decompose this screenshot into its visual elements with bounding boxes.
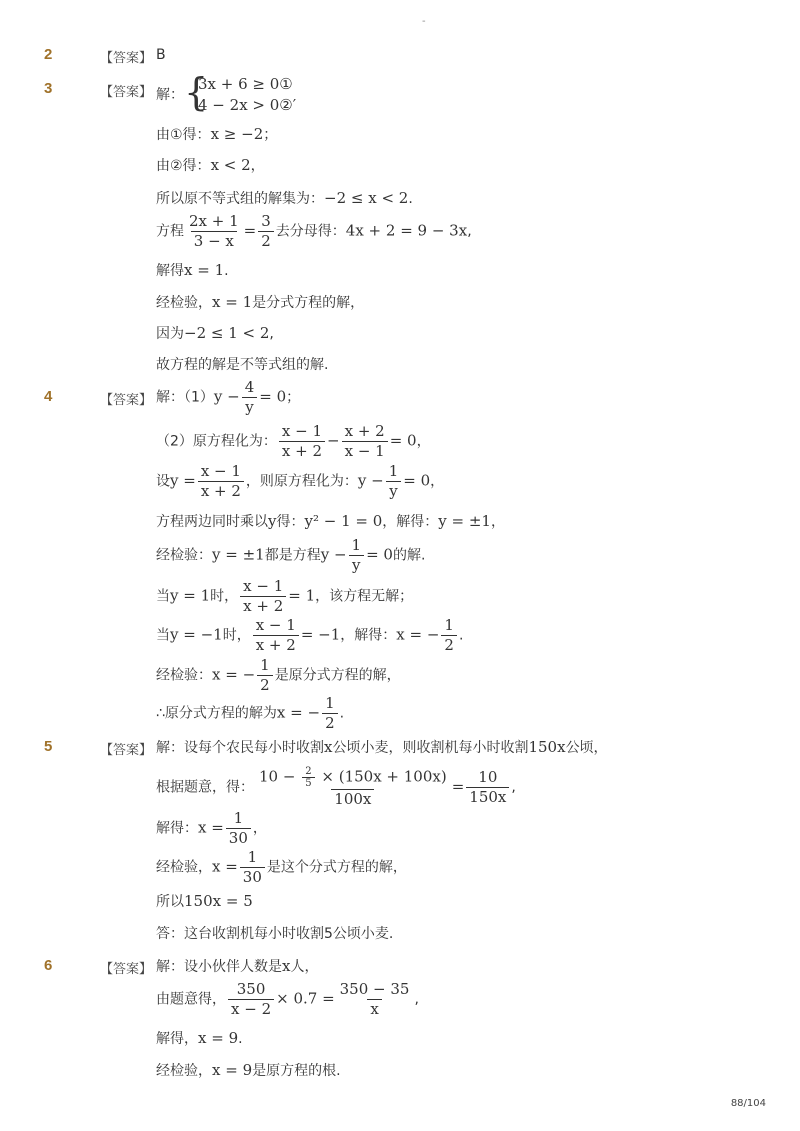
solution-line: 当y = 1时， $\frac{x - 1}{x + 2}$ = 1，该方程无解； — [156, 577, 414, 615]
inequality-system: 解： { 3x + 6 ≥ 0① 4 − 2x > 0②′ — [156, 70, 297, 114]
solution-line: 解得，x = 9. — [156, 1029, 243, 1047]
question-number: 2 — [44, 46, 53, 63]
solution-line: 因为−2 ≤ 1 < 2, — [156, 324, 274, 342]
answer-tag: 【答案】 — [100, 393, 153, 408]
question-number: 6 — [44, 957, 53, 974]
solution-line: 由②得：x < 2， — [156, 156, 265, 174]
solution-line: 所以原不等式组的解集为：−2 ≤ x < 2. — [156, 189, 413, 207]
solution-line: ∴原分式方程的解为x = − $\frac{1}{2}$ . — [156, 694, 345, 732]
solution-line: 解得：x = $\frac{1}{30}$ ， — [156, 809, 267, 847]
solution-line: 解得x = 1. — [156, 261, 229, 279]
solution-line: （2）原方程化为： $\frac{x - 1}{x + 2}$ − $\frac{x + 2}{x - 1}$ = 0， — [156, 422, 431, 460]
solution-line: 设y = $\frac{x - 1}{x + 2}$ ，则原方程化为：y − $\frac{1}{y}$ = 0， — [156, 462, 445, 500]
solution-line: 经检验，x = $\frac{1}{30}$ 是这个分式方程的解， — [156, 848, 407, 886]
page-number: 88/104 — [730, 1098, 766, 1109]
solution-line: 经检验：y = ±1都是方程y − $\frac{1}{y}$ = 0的解. — [156, 536, 426, 574]
solution-line: 经检验，x = 1是分式方程的解， — [156, 293, 365, 311]
solution-line: 由①得：x ≥ −2； — [156, 125, 278, 143]
answer-text: B — [156, 47, 166, 63]
answer-tag: 【答案】 — [100, 962, 153, 977]
header-dash: - — [422, 16, 426, 27]
question-number: 3 — [44, 80, 53, 97]
answer-tag: 【答案】 — [100, 85, 153, 100]
solution-line: 所以150x = 5 — [156, 892, 253, 910]
solution-line: 答：这台收割机每小时收割5公顷小麦. — [156, 926, 394, 942]
solution-line: 方程 $\frac{2x + 1}{3 - x}$ = $\frac{3}{2}$ 去分母得：4x + 2 = 9 − 3x, — [156, 212, 472, 250]
solution-line: 解：设每个农民每小时收割x公顷小麦，则收割机每小时收割150x公顷， — [156, 738, 608, 756]
solution-line: 故方程的解是不等式组的解. — [156, 357, 329, 373]
answer-tag: 【答案】 — [100, 743, 153, 758]
solution-line: 由题意得， $\frac{350}{x - 2}$ × 0.7 = $\frac{350 - 35}{x}$ , — [156, 980, 419, 1018]
solution-line: 方程两边同时乘以y得：y² − 1 = 0，解得：y = ±1， — [156, 512, 505, 530]
solution-line: 经检验：x = − $\frac{1}{2}$ 是原分式方程的解， — [156, 656, 401, 694]
solution-line: 根据题意，得： 10 − $\frac{2}{5}$ × (150x + 100x) 100x = $\frac{10}{150x}$ , — [156, 766, 516, 808]
solution-line: 解：设小伙伴人数是x人， — [156, 957, 319, 975]
question-number: 4 — [44, 388, 53, 405]
question-number: 5 — [44, 738, 53, 755]
solution-line: 经检验，x = 9是原方程的根. — [156, 1061, 341, 1079]
solution-line: 解：（1）y − $\frac{4}{y}$ = 0； — [156, 378, 301, 416]
solution-line: 当y = −1时， $\frac{x - 1}{x + 2}$ = −1，解得：x = − $\frac{1}{2}$ . — [156, 616, 464, 654]
answer-tag: 【答案】 — [100, 51, 153, 66]
